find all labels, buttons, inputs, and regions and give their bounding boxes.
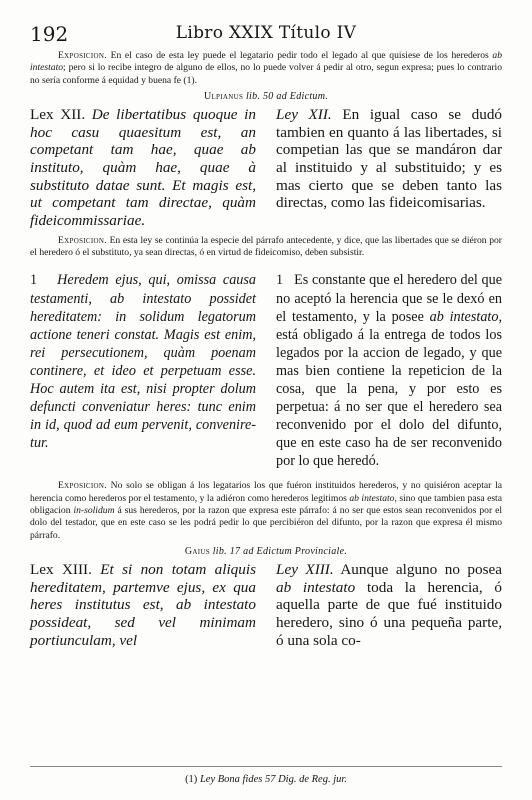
source-citation (30, 546, 502, 557)
exposicion-label: Exposicion. (58, 234, 107, 246)
footnote-text: Ley Bona fides 57 Dig. de Reg. jur. (199, 774, 347, 785)
spanish-text: toda la herencia, ó aquella parte de que fué instituido heredero, sino ó una pequeña parte, ó una sola co- (276, 578, 503, 649)
latin-heading: Lex XII. (30, 105, 86, 123)
latin-column (30, 271, 256, 470)
spanish-italic: ab intestato (429, 308, 499, 325)
exposicion-text: ; pero si lo recibe integro de alguno de ellos, no lo puede volver á pedir al otro, segun expresa; pues lo contrario no sería conforme á equidad y buena fe (1). (30, 62, 502, 86)
footnote (30, 774, 502, 785)
spanish-heading: Ley XII. (276, 105, 332, 123)
source-author: Ulpianus (203, 90, 244, 102)
lex-xiii-block (30, 561, 502, 650)
exposicion-text: , sino que tambien pasa esta obligacion (30, 492, 502, 517)
spanish-column (276, 106, 502, 230)
spanish-text: Es constante que el heredero del que no aceptó la herencia que se le dexó en el testamento, y la posee (276, 272, 502, 325)
spanish-text: Aunque alguno no posea (340, 560, 502, 578)
exposicion-paragraph (30, 235, 502, 260)
page-header (30, 22, 502, 48)
exposicion-paragraph (30, 50, 502, 87)
exposicion-label: Exposicion. (58, 50, 107, 61)
spanish-text: , está obligado á la entrega de todos los legados por la accion de legado, y que mas bien contiene la repeticion de la cosa, que la pena, y por esto es perpetua: á no ser que el heredero sea reconvenido por el dolo del difunto, que en este caso ha de ser reconvenido por lo que heredó. (276, 308, 502, 470)
exposicion-italic: in-solidum (73, 505, 115, 517)
running-title: Libro XXIX Título IV (175, 23, 357, 43)
exposicion-italic: ab intestato (349, 492, 395, 504)
source-citation (30, 91, 502, 102)
footnote-marker: (1) (185, 774, 198, 785)
spanish-column (276, 271, 502, 470)
exposicion-text: á sus herederos, por la razon que expresa este párrafo: á no ser que estos sean reconvenidos por el dolo del testador, que en este caso se les podrá pedir lo que percibiéron del difunto, por la razon que expresa él mismo párrafo. (30, 505, 503, 541)
exposicion-text: En esta ley se continúa la especie del párrafo antecedente, y dice, que las libertades que se diéron por el heredero ó el substituto, ya sean directas, ó en virtud de fideicomiso, deben subsistir. (30, 234, 502, 259)
page-number: 192 (30, 22, 69, 46)
source-ref: lib. 50 ad Edictum. (245, 90, 329, 102)
exposicion-text: En el caso de esta ley puede el legatario pedir todo el legado al que quisiese de los herederos (110, 50, 489, 61)
spanish-column (276, 561, 502, 650)
spanish-italic: ab intestato (276, 578, 356, 596)
latin-heading: Lex XIII. (30, 560, 92, 578)
spanish-heading: Ley XIII. (276, 560, 334, 578)
spanish-paragraph-number: 1 (276, 272, 284, 289)
latin-column (30, 106, 256, 230)
source-author: Gaius (184, 545, 210, 557)
footnote-rule (30, 766, 502, 767)
latin-column (30, 561, 256, 650)
latin-text: De libertatibus quoque in hoc casu quaesitum est, an competant tam hae, quae ab instituto, quàm hae, quae à substituto datae sunt. Et magis est, ut competant tam directae, quàm fideicommissariae. (30, 105, 256, 230)
exposicion-italic: ab intestato (30, 50, 502, 74)
exposicion-paragraph (30, 480, 502, 541)
latin-paragraph-number: 1 (30, 272, 38, 289)
source-ref: lib. 17 ad Edictum Provinciale. (212, 545, 348, 557)
exposicion-label: Exposicion. (58, 480, 107, 492)
latin-text: Et si non totam aliquis hereditatem, partemve ejus, ex qua heres institutus est, ab intestato possideat, sed vel minimam portiunculam, vel (30, 560, 257, 649)
latin-text: Heredem ejus, qui, omissa causa testamenti, ab intestato possidet hereditatem: in solidum legatorum actione teneri constat. Magis est enim, rei persecutionem, quàm poenam continere, et ideo et perpetuam esse. Hoc autem ita est, nisi propter dolum defuncti conveniatur heres: tunc enim in id, quod ad eum pervenit, convenire-tur. (30, 272, 256, 452)
lex-xii-block (30, 106, 502, 230)
exposicion-text: No solo se obligan á los legatarios los que fuéron instituidos herederos, y no quisiéron aceptar la herencia como herederos por el testamento, y la adiéron como herederos legitimos (30, 480, 502, 504)
paragraph-1-block (30, 271, 502, 470)
spanish-text: En igual caso se dudó tambien en quanto á las libertades, si competian las que se mandáron dar al instituido y al substituido; y es mas cierto que se deben tanto las directas, como las fideicomisarias. (276, 105, 503, 212)
